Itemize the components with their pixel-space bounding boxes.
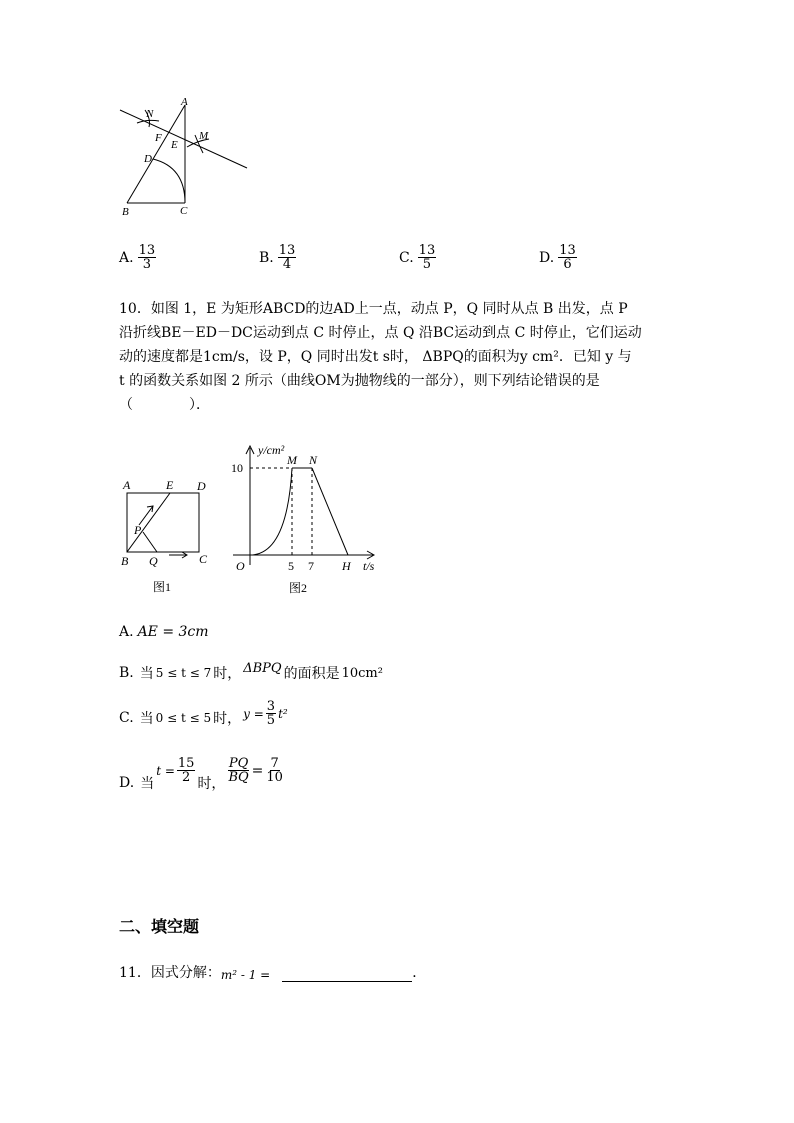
q10-line-4: t 的函数关系如图 2 所示（曲线OM为抛物线的一部分），则下列结论错误的是 xyxy=(119,373,600,389)
q10-option-b-value: 10cm² xyxy=(341,665,383,681)
fig1-label-q: Q xyxy=(149,554,158,568)
fig9-label-a: A xyxy=(181,96,188,108)
fig2-segment-nh xyxy=(312,468,348,555)
fig9-label-d: D xyxy=(144,153,152,165)
q10-option-a-letter: A. xyxy=(119,624,134,640)
q11 xyxy=(119,962,426,982)
fig2-y-label: y/cm² xyxy=(258,443,285,457)
q10-option-d[interactable] xyxy=(119,756,284,792)
fig9-label-f: F xyxy=(155,132,162,144)
q10-option-b-mid: 时， xyxy=(213,666,242,682)
q10-option-b-triangle: ΔBPQ xyxy=(243,660,282,676)
fig2-label-n: N xyxy=(309,453,318,467)
fig9-label-n: N xyxy=(146,108,154,120)
q9-option-a-fraction: $\frac{13}{3}$ xyxy=(138,243,156,272)
q11-end: ． xyxy=(412,965,427,981)
q10-option-d-result: $\frac{7}{10}$ xyxy=(266,756,283,785)
q10-line-2: 沿折线BE－ED－DC运动到点 C 时停止，点 Q 沿BC运动到点 C 时停止，它们运动 xyxy=(119,325,642,341)
q9-option-d-fraction: $\frac{13}{6}$ xyxy=(559,243,576,272)
fig9-label-b: B xyxy=(122,206,129,218)
fig9-line-ab xyxy=(127,105,185,203)
fig1-label-c: C xyxy=(199,552,208,566)
fig2-parabola-om xyxy=(250,468,292,555)
q10-option-d-t-fraction: $\frac{15}{2}$ xyxy=(177,756,195,785)
q10-option-c[interactable] xyxy=(119,699,288,731)
q9-option-c[interactable] xyxy=(399,244,436,271)
q10-option-c-pre: 当 xyxy=(139,710,154,727)
fig9-label-m: M xyxy=(199,130,209,142)
q10-option-b-letter: B. xyxy=(119,665,134,681)
fig2-x-label: t/s xyxy=(363,559,375,573)
q10-stem xyxy=(119,297,679,417)
q9-option-d-letter: D. xyxy=(539,249,555,266)
q10-option-b[interactable] xyxy=(119,660,383,683)
q10-line-3: 动的速度都是1cm/s，设 P，Q 同时出发t s时， ΔBPQ的面积为y cm²．已知 y 与 xyxy=(119,349,632,365)
q9-option-c-fraction: $\frac{13}{5}$ xyxy=(418,243,436,272)
q10-option-d-mid: 时， xyxy=(197,775,226,792)
q11-answer-blank[interactable] xyxy=(282,967,412,982)
q10-option-c-fraction: $\frac{3}{5}$ xyxy=(266,699,276,728)
q9-option-b-letter: B. xyxy=(259,249,274,266)
fig1-label-a: A xyxy=(123,478,131,492)
fig1-label-d: D xyxy=(197,479,206,493)
q10-option-c-mid: 时， xyxy=(213,710,242,727)
q10-option-d-equals: = xyxy=(251,762,264,779)
fig2-x5-label: 5 xyxy=(288,559,294,573)
q9-option-a[interactable] xyxy=(119,244,156,271)
q10-option-b-pre: 当 xyxy=(139,666,154,682)
q10-option-c-letter: C. xyxy=(119,709,134,726)
fig1-caption: 图1 xyxy=(153,580,172,594)
q9-option-c-letter: C. xyxy=(399,249,414,266)
fig1-label-e: E xyxy=(166,478,174,492)
fig1-line-pq xyxy=(143,532,157,552)
q10-option-d-letter: D. xyxy=(119,774,135,791)
fig9-label-e: E xyxy=(171,139,178,151)
q9-option-d[interactable] xyxy=(539,244,577,271)
fig2-label-m: M xyxy=(287,453,297,467)
q10-line-1: 10．如图 1，E 为矩形ABCD的边AD上一点，动点 P，Q 同时从点 B 出发，点 P xyxy=(119,301,628,317)
q10-figure-1 xyxy=(115,475,215,600)
q10-line-5: （ ）． xyxy=(119,397,210,413)
q11-expression: m² - 1 = xyxy=(220,968,271,982)
q10-figure-2 xyxy=(225,440,385,600)
fig2-caption: 图2 xyxy=(289,581,308,595)
q10-option-d-pre: 当 xyxy=(140,775,155,792)
fig9-label-c: C xyxy=(180,205,188,217)
fig2-label-o: O xyxy=(236,559,245,573)
q9-option-a-letter: A. xyxy=(119,249,134,266)
fig1-label-p: P xyxy=(134,523,142,537)
q10-option-c-rhs: t² xyxy=(278,706,288,721)
section-title: 二、填空题 xyxy=(119,917,200,936)
q10-option-a-text: AE = 3cm xyxy=(137,624,209,640)
q10-option-c-condition: 0 ≤ t ≤ 5 xyxy=(155,710,212,725)
fig2-x7-label: 7 xyxy=(308,559,314,573)
q11-text: 11．因式分解： xyxy=(119,965,221,981)
q10-option-a[interactable] xyxy=(119,624,209,640)
q10-option-c-lhs: y = xyxy=(243,706,264,721)
q9-figure xyxy=(115,95,255,220)
fig9-bisector-line xyxy=(120,110,247,168)
fig1-label-b: B xyxy=(121,554,129,568)
q10-option-d-lhs: t = xyxy=(156,763,175,778)
q9-option-b-fraction: $\frac{13}{4}$ xyxy=(278,243,296,272)
fig2-label-h: H xyxy=(342,559,351,573)
fig2-y10-label: 10 xyxy=(231,461,243,475)
q10-option-b-condition: 5 ≤ t ≤ 7 xyxy=(155,666,212,680)
q10-option-d-ratio: $\frac{PQ}{BQ}$ xyxy=(228,756,249,785)
q9-option-b[interactable] xyxy=(259,244,296,271)
q10-option-b-post: 的面积是 xyxy=(283,666,340,682)
fig9-arc-dc xyxy=(153,159,185,203)
